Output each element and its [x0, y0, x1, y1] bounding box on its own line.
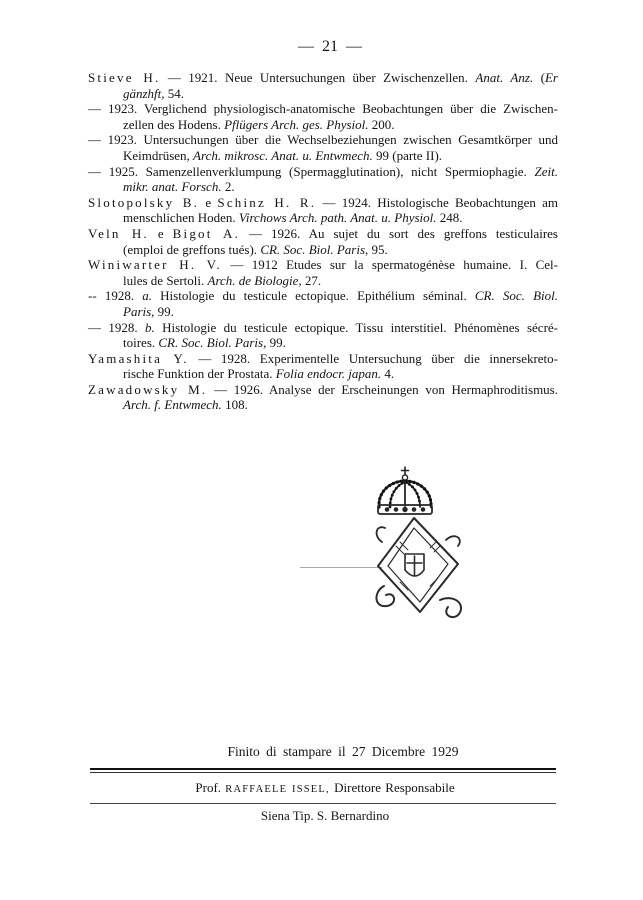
- entry-continuation-line: [88, 148, 558, 164]
- entry-text: e: [148, 225, 173, 241]
- entry-text: 108.: [221, 397, 248, 413]
- entry-text: e: [199, 194, 218, 210]
- italic-citation-text: mikr. anat. Forsch.: [123, 179, 222, 195]
- director-name: RAFFAELE ISSEL,: [225, 784, 330, 795]
- cross-ornament-icon: [376, 518, 461, 617]
- italic-citation-text: Er: [544, 70, 558, 85]
- entry-continuation-line: [88, 397, 558, 413]
- italic-citation-text: gänzhft: [123, 85, 162, 101]
- entry-text: — 1912 Etudes sur la spermatogénèse humaine. I. Cel-: [221, 257, 558, 273]
- entry-text: , 95.: [365, 241, 388, 257]
- page-number: — 21 —: [298, 38, 362, 55]
- italic-citation-text: Pflügers Arch. ges. Physiol.: [224, 116, 369, 132]
- entry-text: Histologie du testicule ectopique. Epithélium séminal.: [152, 288, 475, 304]
- entry-continuation-line: [88, 86, 558, 102]
- printing-date-colophon: Finito di stampare il 27 Dicembre 1929: [227, 744, 459, 759]
- italic-citation-text: Arch. mikrosc. Anat. u. Entwmech.: [193, 147, 373, 163]
- entry-text: (: [533, 70, 545, 85]
- author-name: Schinz H. R.: [217, 194, 317, 210]
- entry-text: — 1923. Verglichend physiologisch-anatomische Beobachtungen über die Zwischen-: [88, 101, 558, 117]
- author-name: Yamashita Y.: [88, 350, 189, 366]
- entry-first-line: [88, 351, 558, 367]
- entry-text: 248.: [436, 210, 463, 226]
- entry-text: , 27.: [298, 272, 322, 288]
- entry-first-line: [88, 226, 558, 242]
- entry-text: -- 1928.: [88, 288, 143, 304]
- printer-imprint: Siena Tip. S. Bernardino: [260, 808, 390, 823]
- entry-first-line: [88, 320, 558, 336]
- entry-continuation-line: [88, 273, 558, 289]
- author-name: Veln H.: [88, 225, 149, 241]
- entry-continuation-line: [88, 179, 558, 195]
- italic-citation-text: CR. Soc. Biol. Paris: [158, 335, 264, 351]
- entry-first-line: [88, 132, 558, 148]
- author-name: Stieve H.: [88, 70, 161, 85]
- italic-citation-text: a.: [142, 288, 152, 304]
- entry-text: Keimdrüsen,: [123, 147, 194, 163]
- entry-text: — 1924. Histologische Beobachtungen am: [316, 194, 558, 210]
- crowned-seal-emblem: [370, 466, 466, 622]
- entry-continuation-line: [88, 366, 558, 382]
- bibliography-entry: [88, 132, 558, 163]
- entry-text: , 99.: [263, 335, 286, 351]
- bottom-rule: [90, 803, 556, 804]
- entry-first-line: [88, 257, 558, 273]
- entry-text: Histologie du testicule ectopique. Tissu interstitiel. Phénomènes sécré-: [154, 319, 558, 335]
- entry-continuation-line: [88, 117, 558, 133]
- italic-citation-text: Anat. Anz.: [475, 70, 534, 85]
- bibliography-entry: [88, 70, 558, 101]
- bibliography-entry: [88, 195, 558, 226]
- crown-icon: [378, 467, 432, 514]
- italic-citation-text: Arch. de Biologie: [207, 272, 299, 288]
- entry-first-line: [88, 164, 558, 180]
- italic-citation-text: b.: [144, 319, 155, 335]
- responsible-director-line: [90, 780, 560, 798]
- entry-text: rische Funktion der Prostata.: [123, 366, 276, 382]
- double-rule-thin: [90, 772, 556, 773]
- entry-text: — 1926. Analyse der Erscheinungen von Hermaphroditismus.: [207, 381, 558, 397]
- bibliography-entry: [88, 226, 558, 257]
- double-rule-thick: [90, 768, 556, 770]
- entry-continuation-line: [88, 304, 558, 320]
- entry-text: zellen des Hodens.: [123, 116, 225, 132]
- italic-citation-text: CR. Soc. Biol. Paris: [260, 241, 366, 257]
- entry-text: (emploi de greffons tués).: [123, 241, 261, 257]
- bibliography-entry: [88, 382, 558, 413]
- entry-text: — 1926. Au sujet du sort des greffons testiculaires: [240, 225, 558, 241]
- bibliography-entry: [88, 101, 558, 132]
- entry-text: 200.: [368, 116, 395, 132]
- entry-continuation-line: [88, 335, 558, 351]
- entry-text: — 1928.: [88, 319, 145, 335]
- author-name: Winiwarter H. V.: [88, 257, 222, 273]
- entry-text: 2.: [221, 179, 235, 195]
- entry-first-line: [88, 288, 558, 304]
- entry-first-line: [88, 70, 558, 86]
- italic-citation-text: Paris: [123, 303, 152, 319]
- bibliography-entry: [88, 288, 558, 319]
- director-prefix: Prof.: [195, 780, 222, 795]
- bibliography-entry: [88, 351, 558, 382]
- entry-first-line: [88, 195, 558, 211]
- entry-continuation-line: [88, 242, 558, 258]
- entry-text: — 1925. Samenzellenverklumpung (Spermagglutination), nicht Spermiophagie.: [88, 163, 535, 179]
- italic-citation-text: Virchows Arch. path. Anat. u. Physiol.: [238, 210, 437, 226]
- entry-text: 99 (parte II).: [372, 147, 443, 163]
- bibliography-entry: [88, 320, 558, 351]
- italic-citation-text: CR. Soc. Biol.: [474, 288, 558, 304]
- entry-text: — 1928. Experimentelle Untersuchung über die innersekreto-: [188, 350, 559, 366]
- entry-text: 4.: [381, 366, 395, 382]
- author-name: Slotopolsky B.: [88, 194, 200, 210]
- entry-text: toires.: [123, 335, 159, 351]
- entry-first-line: [88, 101, 558, 117]
- director-title: Direttore Responsabile: [334, 780, 455, 795]
- entry-text: lules de Sertoli.: [123, 272, 208, 288]
- bibliography-entry: [88, 257, 558, 288]
- bibliography-entry: [88, 164, 558, 195]
- author-name: Zawadowsky M.: [88, 381, 208, 397]
- entry-text: , 99.: [151, 303, 174, 319]
- bibliography-list: [88, 70, 558, 413]
- italic-citation-text: Folia endocr. japan.: [275, 366, 382, 382]
- entry-continuation-line: [88, 210, 558, 226]
- italic-citation-text: Arch. f. Entwmech.: [123, 397, 222, 413]
- entry-text: , 54.: [161, 85, 185, 101]
- italic-citation-text: Zeit.: [534, 163, 558, 179]
- entry-text: — 1923. Untersuchungen über die Wechselbeziehungen zwischen Gesamtkörper und: [88, 132, 558, 148]
- author-name: Bigot A.: [172, 225, 241, 241]
- entry-text: menschlichen Hoden.: [123, 210, 239, 226]
- entry-first-line: [88, 382, 558, 398]
- entry-text: — 1921. Neue Untersuchungen über Zwischenzellen.: [160, 70, 476, 85]
